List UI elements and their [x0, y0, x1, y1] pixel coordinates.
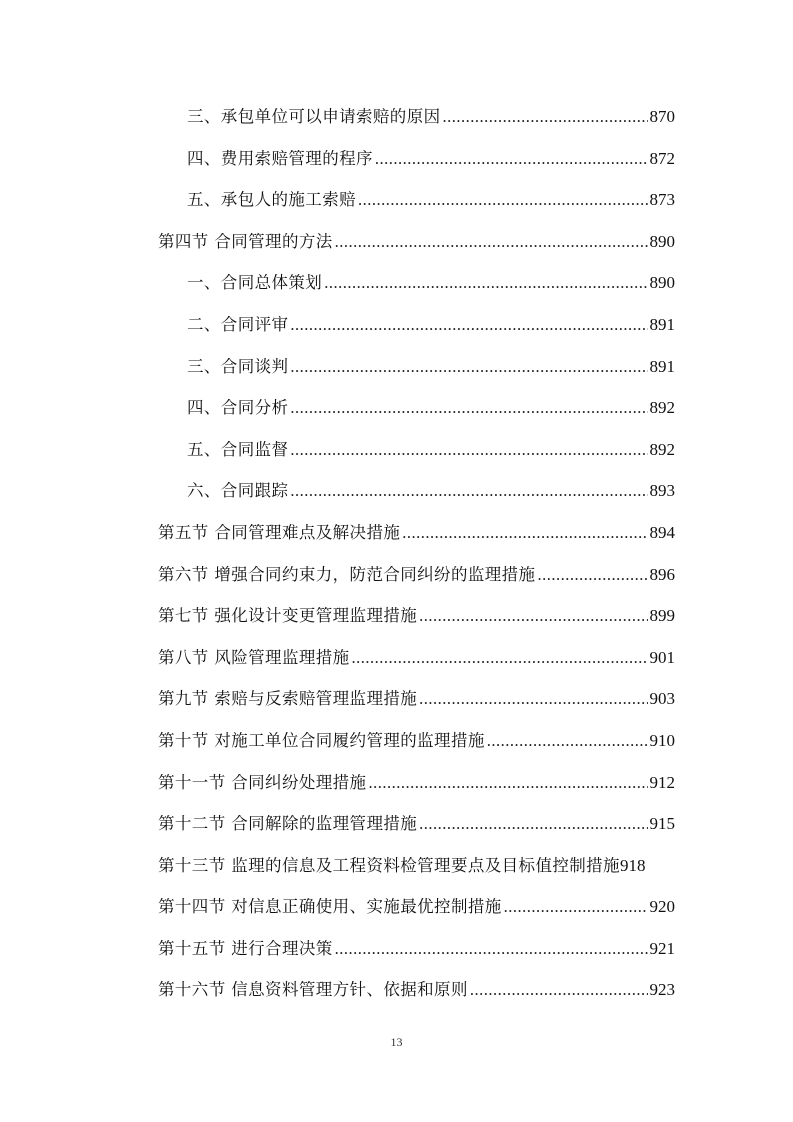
toc-dot-leader	[419, 599, 647, 633]
toc-entry-title: 第七节 强化设计变更管理监理措施	[158, 606, 418, 626]
toc-entry-title: 第十三节 监理的信息及工程资料检管理要点及目标值控制措施	[158, 855, 620, 875]
toc-dot-leader	[290, 474, 647, 508]
toc-dot-leader	[352, 641, 648, 675]
toc-entry-page-number: 890	[649, 231, 675, 251]
toc-entry[interactable]	[0, 807, 793, 849]
toc-dot-leader	[290, 433, 647, 467]
toc-entry[interactable]	[0, 890, 793, 932]
toc-entry-page-number: 892	[649, 398, 675, 418]
toc-entry-page-number: 920	[649, 897, 675, 917]
toc-entry[interactable]	[0, 558, 793, 600]
toc-entry-page-number: 921	[649, 938, 675, 958]
toc-entry-title: 第八节 风险管理监理措施	[158, 647, 350, 667]
toc-entry-title: 第十节 对施工单位合同履约管理的监理措施	[158, 730, 485, 750]
toc-entry-page-number: 899	[649, 606, 675, 626]
toc-entry-title: 第五节 合同管理难点及解决措施	[158, 522, 401, 542]
toc-entry[interactable]	[0, 474, 793, 516]
toc-entry-page-number: 872	[649, 148, 675, 168]
toc-entry-page-number: 918	[619, 855, 646, 875]
toc-entry-page-number: 896	[649, 564, 675, 584]
toc-entry-page-number: 923	[649, 980, 675, 1000]
toc-entry-title: 一、合同总体策划	[187, 273, 323, 293]
toc-dot-leader	[290, 391, 647, 425]
toc-entry-page-number: 891	[649, 356, 675, 376]
toc-entry-title: 第六节 增强合同约束力，防范合同纠纷的监理措施	[158, 564, 536, 584]
toc-entry[interactable]	[0, 391, 793, 433]
toc-dot-leader	[443, 100, 648, 134]
toc-entry-title: 六、合同跟踪	[187, 481, 289, 501]
toc-entry[interactable]	[0, 599, 793, 641]
toc-dot-leader	[504, 890, 648, 924]
toc-entry-page-number: 892	[649, 439, 675, 459]
toc-entry[interactable]	[0, 516, 793, 558]
toc-dot-leader	[402, 516, 647, 550]
toc-entry-title: 第十二节 合同解除的监理管理措施	[158, 814, 418, 834]
toc-entry[interactable]	[0, 932, 793, 974]
toc-entry-page-number: 894	[649, 522, 675, 542]
toc-entry[interactable]	[0, 225, 793, 267]
toc-entry-title: 第十六节 信息资料管理方针、依据和原则	[158, 980, 468, 1000]
toc-dot-leader	[419, 682, 647, 716]
toc-entry[interactable]	[0, 142, 793, 184]
toc-entry[interactable]	[0, 183, 793, 225]
toc-entry[interactable]	[0, 724, 793, 766]
toc-dot-leader	[419, 807, 647, 841]
toc-entry-title: 第九节 索赔与反索赔管理监理措施	[158, 689, 418, 709]
toc-entry-page-number: 891	[649, 314, 675, 334]
toc-entry-title: 二、合同评审	[187, 314, 289, 334]
toc-entry-page-number: 870	[649, 107, 675, 126]
toc-entry-title: 第四节 合同管理的方法	[158, 231, 333, 251]
toc-entry[interactable]	[0, 766, 793, 808]
toc-entry-page-number: 915	[649, 814, 675, 834]
toc-entry-page-number: 912	[649, 772, 675, 792]
toc-entry-title: 三、合同谈判	[187, 356, 289, 376]
toc-entry[interactable]	[0, 641, 793, 683]
table-of-contents	[0, 100, 793, 1015]
toc-dot-leader	[290, 350, 647, 384]
toc-entry-title: 第十五节 进行合理决策	[158, 938, 333, 958]
toc-entry-title: 五、合同监督	[187, 439, 289, 459]
toc-entry[interactable]	[0, 682, 793, 724]
toc-entry[interactable]	[0, 100, 793, 142]
toc-entry-title: 四、合同分析	[187, 398, 289, 418]
toc-dot-leader	[335, 225, 648, 259]
toc-dot-leader	[487, 724, 648, 758]
toc-entry-page-number: 890	[649, 273, 675, 293]
page-number: 13	[390, 1035, 403, 1049]
toc-dot-leader	[470, 973, 648, 1007]
toc-entry-title: 四、费用索赔管理的程序	[187, 148, 373, 168]
toc-dot-leader	[335, 932, 648, 966]
toc-entry[interactable]	[0, 973, 793, 1015]
toc-entry-title: 第十四节 对信息正确使用、实施最优控制措施	[158, 897, 502, 917]
toc-entry-title: 五、承包人的施工索赔	[187, 190, 356, 210]
toc-dot-leader	[358, 183, 648, 217]
toc-entry-page-number: 903	[649, 689, 675, 709]
toc-dot-leader	[368, 766, 647, 800]
toc-dot-leader	[537, 558, 647, 592]
toc-dot-leader	[290, 308, 647, 342]
toc-dot-leader	[375, 142, 648, 176]
toc-entry-page-number: 873	[649, 190, 675, 210]
toc-entry-title: 第十一节 合同纠纷处理措施	[158, 772, 367, 792]
toc-entry[interactable]	[0, 308, 793, 350]
toc-entry[interactable]	[0, 849, 793, 891]
toc-entry-page-number: 893	[649, 481, 675, 501]
toc-entry-page-number: 901	[649, 647, 675, 667]
toc-dot-leader	[324, 266, 647, 300]
toc-entry-page-number: 910	[649, 730, 675, 750]
toc-entry-title: 三、承包单位可以申请索赔的原因	[187, 107, 441, 126]
toc-entry[interactable]	[0, 350, 793, 392]
toc-entry[interactable]	[0, 433, 793, 475]
toc-entry[interactable]	[0, 266, 793, 308]
